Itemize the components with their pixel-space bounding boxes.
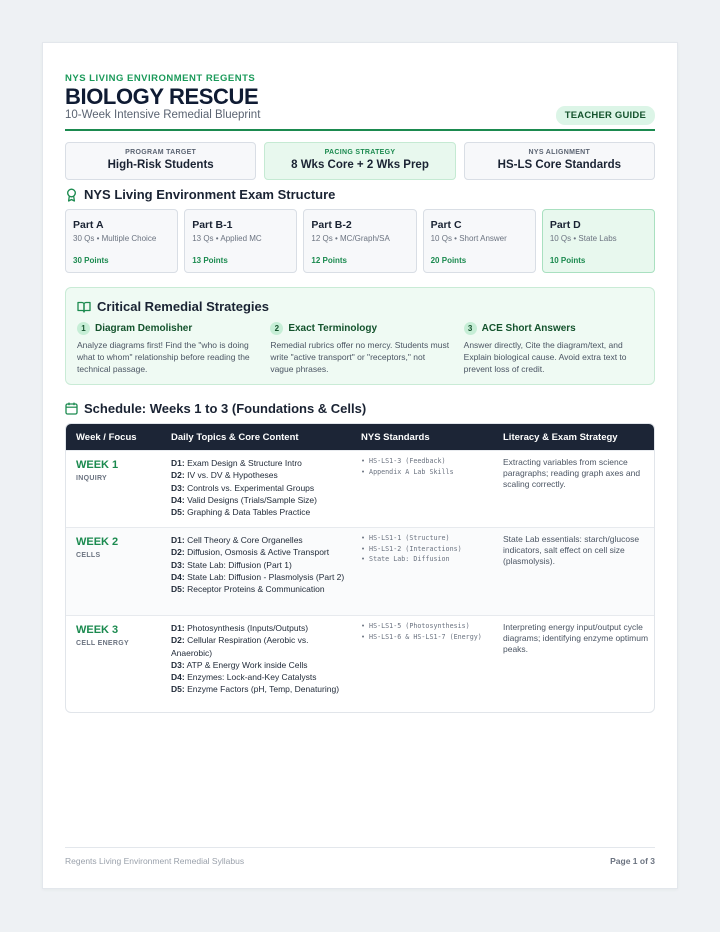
- topic-line: D3: State Lab: Diffusion (Part 1): [171, 559, 292, 570]
- topic-line: D1: Photosynthesis (Inputs/Outputs): [171, 623, 309, 633]
- standard-item: • HS-LS1-3 (Feedback): [361, 457, 446, 465]
- topic-line: D4: Valid Designs (Trials/Sample Size): [171, 494, 317, 505]
- schedule-heading: [65, 401, 366, 416]
- strategy-number: 1: [77, 322, 90, 335]
- part-desc: 10 Qs • State Labs: [549, 234, 617, 243]
- card-value: HS-LS Core Standards: [497, 159, 621, 171]
- calendar-icon: [65, 402, 78, 415]
- program-target-card: [65, 142, 256, 180]
- table-row: [66, 450, 654, 527]
- part-name: Part C: [430, 219, 462, 231]
- page-number: Page 1 of 3: [610, 856, 655, 866]
- schedule-table: [65, 423, 655, 713]
- topic-line: D1: Exam Design & Structure Intro: [171, 458, 302, 468]
- header-divider: [65, 129, 655, 131]
- column-header: NYS Standards: [361, 432, 430, 443]
- exam-parts: [65, 209, 655, 273]
- topic-line: D1: Cell Theory & Core Organelles: [171, 535, 303, 545]
- syllabus-page: [42, 42, 678, 889]
- standard-item: • HS-LS1-5 (Photosynthesis): [361, 622, 470, 630]
- part-name: Part B-2: [311, 219, 352, 231]
- award-icon: [65, 188, 78, 202]
- table-row: [66, 527, 654, 615]
- topic-line: D5: Receptor Proteins & Communication: [171, 584, 325, 595]
- part-name: Part D: [549, 219, 581, 231]
- topic-line: D3: ATP & Energy Work inside Cells: [171, 659, 308, 670]
- strategy-columns: [77, 322, 643, 375]
- strategy-title: Exact Terminology: [288, 323, 378, 334]
- strategy-item: [270, 322, 449, 375]
- literacy-strategy: State Lab essentials: starch/glucose indicators, salt effect on cell size (plasmolysis).: [503, 534, 640, 566]
- standard-item: • HS-LS1-1 (Structure): [361, 534, 450, 542]
- teacher-guide-badge: TEACHER GUIDE: [556, 106, 655, 125]
- part-desc: 13 Qs • Applied MC: [192, 234, 262, 243]
- strategies-panel: [65, 287, 655, 385]
- strategy-title: ACE Short Answers: [481, 323, 576, 334]
- exam-part-c: [423, 209, 536, 273]
- strategy-text: Answer directly, Cite the diagram/text, and Explain biological cause. Avoid extra text to prevent loss of credit.: [463, 340, 627, 374]
- daily-topics: [171, 457, 349, 518]
- column-header: Daily Topics & Core Content: [171, 432, 299, 443]
- card-value: 8 Wks Core + 2 Wks Prep: [291, 159, 429, 171]
- standard-item: • State Lab: Diffusion: [361, 555, 450, 563]
- literacy-strategy: Extracting variables from science paragraphs; reading graph axes and scaling correctly.: [503, 457, 641, 489]
- page-subtitle: 10-Week Intensive Remedial Blueprint: [65, 109, 261, 121]
- page-title: BIOLOGY RESCUE: [65, 84, 259, 109]
- book-open-icon: [77, 301, 91, 313]
- eyebrow: NYS LIVING ENVIRONMENT REGENTS: [65, 73, 256, 84]
- strategies-heading: [77, 299, 269, 314]
- card-value: High-Risk Students: [107, 159, 214, 171]
- strategy-title: Diagram Demolisher: [95, 323, 193, 334]
- nys-alignment-card: [464, 142, 655, 180]
- strategy-header: [270, 322, 449, 335]
- part-points: 13 Points: [192, 256, 228, 265]
- week-label: WEEK 2: [76, 536, 119, 548]
- exam-part-d: [542, 209, 655, 273]
- footer-divider: [65, 847, 655, 848]
- part-points: 10 Points: [549, 256, 586, 265]
- section-title: NYS Living Environment Exam Structure: [84, 187, 336, 202]
- topic-line: D2: Cellular Respiration (Aerobic vs. Anaerobic): [171, 635, 309, 658]
- daily-topics: [171, 534, 349, 595]
- strategy-number: 2: [270, 322, 283, 335]
- table-header: [66, 424, 654, 450]
- footer-title: Regents Living Environment Remedial Syllabus: [65, 856, 245, 866]
- daily-topics: [171, 622, 349, 696]
- table-row: [66, 615, 654, 713]
- topic-line: D5: Graphing & Data Tables Practice: [171, 507, 311, 518]
- info-cards: [65, 142, 655, 180]
- part-desc: 10 Qs • Short Answer: [430, 234, 507, 243]
- week-focus: CELL ENERGY: [76, 640, 129, 647]
- part-name: Part A: [73, 219, 104, 231]
- part-points: 20 Points: [430, 256, 467, 265]
- exam-part-b1: [184, 209, 297, 273]
- strategy-header: [77, 322, 256, 335]
- pacing-strategy-card: [264, 142, 455, 180]
- strategy-number: 3: [464, 322, 477, 335]
- week-focus: INQUIRY: [76, 475, 108, 482]
- part-desc: 12 Qs • MC/Graph/SA: [311, 234, 390, 243]
- card-label: NYS ALIGNMENT: [528, 149, 591, 156]
- nys-standards: [361, 456, 491, 477]
- part-points: 30 Points: [73, 256, 109, 265]
- strategy-item: [464, 322, 643, 375]
- section-title: Schedule: Weeks 1 to 3 (Foundations & Cells): [84, 401, 367, 416]
- exam-structure-heading: [65, 187, 335, 202]
- nys-standards: [361, 533, 491, 565]
- topic-line: D2: IV vs. DV & Hypotheses: [171, 470, 278, 481]
- topic-line: D4: State Lab: Diffusion - Plasmolysis (Part 2): [171, 571, 345, 582]
- strategy-item: [77, 322, 256, 375]
- strategy-header: [464, 322, 643, 335]
- card-label: PACING STRATEGY: [324, 149, 396, 156]
- week-label: WEEK 3: [76, 624, 119, 636]
- card-label: PROGRAM TARGET: [125, 149, 197, 156]
- strategy-text: Analyze diagrams first! Find the "who is doing what to whom" relationship before reading the technical passage.: [77, 340, 250, 374]
- topic-line: D5: Enzyme Factors (pH, Temp, Denaturing): [171, 684, 340, 695]
- exam-part-b2: [303, 209, 416, 273]
- part-points: 12 Points: [311, 256, 347, 265]
- strategy-text: Remedial rubrics offer no mercy. Students must write "active transport" or "receptors," not vague phrases.: [270, 340, 450, 374]
- nys-standards: [361, 621, 491, 642]
- part-desc: 30 Qs • Multiple Choice: [73, 234, 157, 243]
- topic-line: D2: Diffusion, Osmosis & Active Transport: [171, 547, 330, 558]
- week-label: WEEK 1: [76, 459, 119, 471]
- column-header: Literacy & Exam Strategy: [503, 432, 618, 443]
- week-focus: CELLS: [76, 552, 101, 559]
- exam-part-a: [65, 209, 178, 273]
- standard-item: • HS-LS1-2 (Interactions): [361, 544, 462, 553]
- column-header: Week / Focus: [76, 432, 137, 443]
- section-title: Critical Remedial Strategies: [97, 299, 269, 314]
- topic-line: D3: Controls vs. Experimental Groups: [171, 482, 315, 493]
- topic-line: D4: Enzymes: Lock-and-Key Catalysts: [171, 672, 317, 683]
- part-name: Part B-1: [192, 219, 233, 231]
- literacy-strategy: Interpreting energy input/output cycle diagrams; identifying enzyme optimum peaks.: [503, 622, 649, 654]
- standard-item: • Appendix A Lab Skills: [361, 467, 454, 476]
- standard-item: • HS-LS1-6 & HS-LS1-7 (Energy): [361, 632, 482, 641]
